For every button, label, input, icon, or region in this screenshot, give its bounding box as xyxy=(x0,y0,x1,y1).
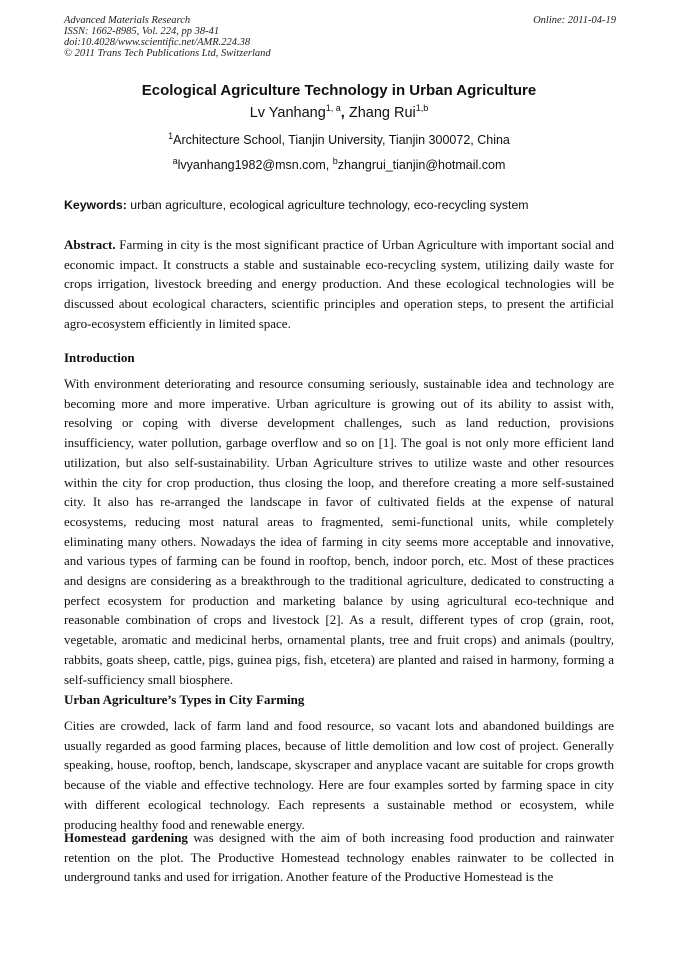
author-emails xyxy=(0,155,678,172)
journal-doi: doi:10.4028/www.scientific.net/AMR.224.38 xyxy=(64,37,251,48)
keywords-label: Keywords: xyxy=(64,198,127,212)
abstract xyxy=(64,235,614,334)
affiliation-superscript: 1 xyxy=(168,130,174,141)
types-paragraph: Cities are crowded, lack of farm land and food resource, so vacant lots and abandoned buildings are usually regarded as good farming places, because of little demolition and low cost of project. Generally speaking, house, rooftop, bench, landscape, skyscraper and anyplace vacant are suitable for crops growth because of the viable and effective technology. Here are four examples sorted by farming space in city with different ecological technology. Each represents a sustainable method or ecosystem, while producing healthy food and renewable energy. xyxy=(64,718,614,832)
introduction-heading: Introduction xyxy=(64,350,135,365)
homestead-label: Homestead gardening xyxy=(64,830,188,845)
journal-issn: ISSN: 1662-8985, Vol. 224, pp 38-41 xyxy=(64,26,220,37)
author-1-superscript: 1, a xyxy=(325,103,341,114)
homestead-paragraph xyxy=(64,828,614,887)
online-date: Online: 2011-04-19 xyxy=(533,15,616,26)
email-b-superscript: b xyxy=(332,155,338,166)
keywords-text: urban agriculture, ecological agriculture technology, eco-recycling system xyxy=(126,198,529,212)
author-2: Zhang Rui xyxy=(348,105,416,121)
author-line xyxy=(0,105,678,121)
homestead-text: was designed with the aim of both increasing food production and rainwater retention on the plot. The Productive Homestead technology enables rainwater to be collected in underground tanks and used for irrigation. Another feature of the Productive Homestead is the xyxy=(64,830,615,885)
introduction-paragraph: With environment deteriorating and resource consuming seriously, sustainable idea and technology are becoming more and more imperative. Urban agriculture is growing out of its ability to assist with, resolving or coping with diverse development challenges, such as land reduction, provisions insufficiency, water pollution, garbage overflow and so on [1]. The goal is not only more efficient land utilization, but also self-sustainability. Urban Agriculture strives to utilize waste and other resources within the city for crop production, thus closing the loop, and therefore creating a more self-sustained city. It also has re-arranged the landscape in favor of cultivated fields at the expense of natural ecosystems, reducing most natural areas to fragmented, semi-functional units, while completely eliminating many others. Nowadays the idea of farming in city seems more acceptable and innovative, and various types of farming can be found in rooftop, bench, indoor porch, etc. Most of these practices and designs are considering as a breakthrough to the traditional agriculture, dedicated to constructing a perfect ecosystem for production and marketing balance by using agricultural eco-technique and reasonable combination of crops and livestock [2]. As a result, different types of crop (grain, root, vegetable, aromatic and medicinal herbs, ornamental plants, tree and fruit crops) and animals (poultry, rabbits, goats sheep, cattle, pigs, guinea pigs, fish, etcetera) are planted and raised in harmony, forming a self-sufficiency small biosphere. xyxy=(64,376,614,687)
keywords xyxy=(64,198,624,212)
abstract-text: Farming in city is the most significant practice of Urban Agriculture with important social and economic impact. It constructs a stable and sustainable eco-recycling system, utilizing daily waste for crops irrigation, livestock breeding and energy production. And these ecological technologies will be discussed about ecological characters, scientific principles and operation steps, to present the artificial agro-ecosystem efficiently in limited space. xyxy=(64,237,614,331)
journal-copyright: © 2011 Trans Tech Publications Ltd, Switzerland xyxy=(64,48,271,59)
author-separator: , xyxy=(340,105,349,121)
email-a: lvyanhang1982@msn.com, xyxy=(177,158,333,172)
affiliation-text: Architecture School, Tianjin University, Tianjin 300072, China xyxy=(173,133,510,147)
types-heading: Urban Agriculture’s Types in City Farming xyxy=(64,692,305,707)
email-a-superscript: a xyxy=(172,155,178,166)
paper-title: Ecological Agriculture Technology in Urban Agriculture xyxy=(141,82,537,99)
journal-name: Advanced Materials Research xyxy=(64,15,191,26)
author-1: Lv Yanhang xyxy=(249,105,326,121)
abstract-label: Abstract. xyxy=(64,237,116,252)
email-b: zhangrui_tianjin@hotmail.com xyxy=(337,158,506,172)
affiliation xyxy=(0,130,678,147)
journal-header xyxy=(64,15,616,59)
author-2-superscript: 1,b xyxy=(415,103,429,114)
